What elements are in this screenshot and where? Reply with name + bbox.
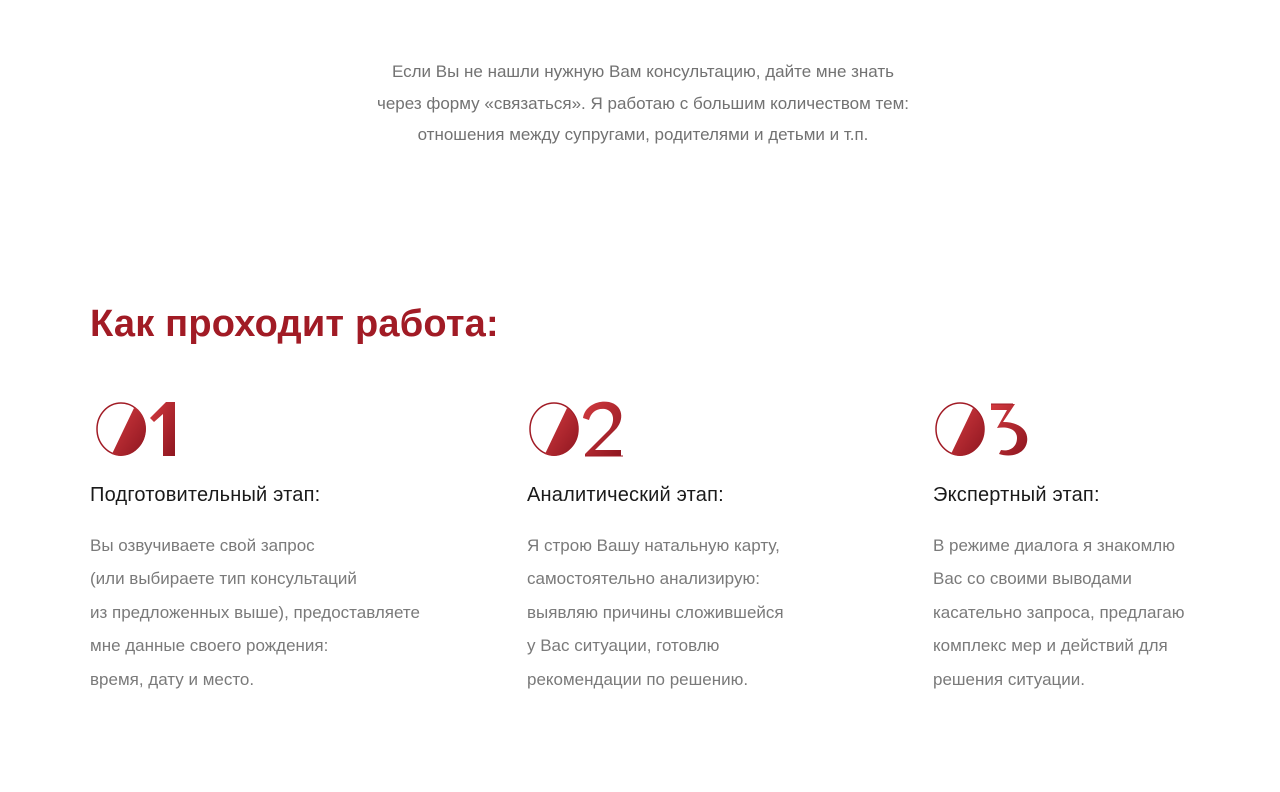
step-line: у Вас ситуации, готовлю — [527, 636, 720, 656]
step-line: время, дату и место. — [90, 669, 255, 689]
step-line: В режиме диалога я знакомлю — [933, 536, 1175, 555]
step-line: решения ситуации. — [933, 669, 1086, 689]
step-description — [933, 529, 1253, 696]
step-line: рекомендации по решению. — [527, 669, 749, 689]
number-01-icon — [90, 398, 210, 462]
step-line: (или выбираете тип консультаций — [90, 569, 357, 589]
intro-line: Если Вы не нашли нужную Вам консультацию, дайте мне знать — [391, 62, 895, 81]
step-line: Я строю Вашу натальную карту, — [527, 536, 780, 555]
number-02-icon — [527, 398, 647, 462]
intro-line: отношения между супругами, родителями и детьми и т.п. — [417, 125, 869, 144]
step-line: Вы озвучиваете свой запрос — [90, 536, 315, 555]
step-line: выявляю причины сложившейся — [527, 602, 784, 622]
step-line: комплекс мер и действий для — [933, 636, 1168, 656]
step-expert — [933, 398, 1253, 696]
number-03-icon — [933, 398, 1053, 462]
step-line: самостоятельно анализирую: — [527, 569, 760, 589]
intro-line: через форму «связаться». Я работаю с большим количеством тем: — [377, 93, 909, 113]
step-line: касательно запроса, предлагаю — [933, 602, 1185, 622]
step-description — [90, 529, 460, 696]
section-title: Как проходит работа: — [90, 303, 499, 345]
step-title: Аналитический этап: — [527, 484, 724, 506]
step-line: мне данные своего рождения: — [90, 636, 329, 656]
step-line: из предложенных выше), предоставляете — [90, 602, 420, 622]
step-description — [527, 529, 897, 696]
step-title: Экспертный этап: — [933, 484, 1100, 506]
intro-text — [290, 56, 996, 151]
step-title: Подготовительный этап: — [90, 484, 321, 506]
step-preparatory — [90, 398, 460, 696]
step-analytical — [527, 398, 897, 696]
step-line: Вас со своими выводами — [933, 569, 1132, 589]
